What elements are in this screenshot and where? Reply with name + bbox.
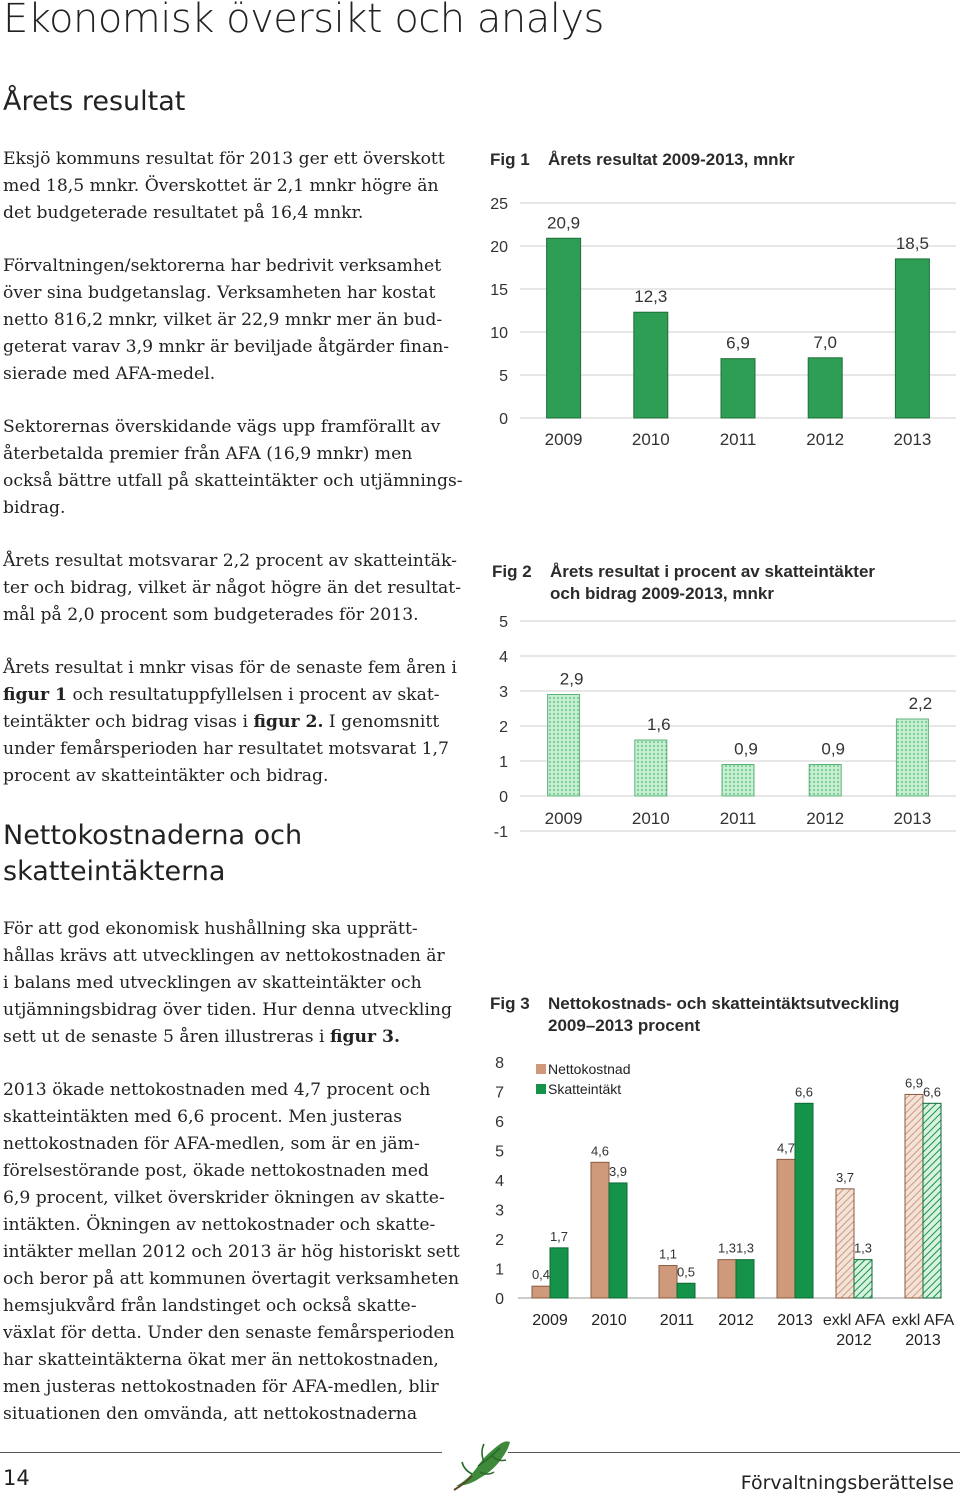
paragraph-1	[3, 146, 465, 227]
y-tick-label: 0	[499, 789, 508, 806]
y-tick-label: 5	[499, 614, 508, 631]
fig1-number: Fig 1	[490, 150, 530, 169]
text-span: I genomsnitt	[323, 712, 440, 732]
legend-swatch	[536, 1064, 546, 1074]
bar-skatteintakt	[854, 1260, 872, 1298]
x-tick-label: 2010	[591, 1312, 627, 1329]
bar-nettokostnad	[659, 1266, 677, 1298]
data-label: 7,0	[813, 332, 838, 352]
text-line: och beror på att kommunen övertagit verksamheten	[3, 1269, 460, 1289]
data-label: 2,9	[559, 669, 584, 689]
y-tick-label: 3	[495, 1202, 504, 1220]
text-line: ter och bidrag, vilket är något högre än det resultat-	[3, 578, 462, 598]
section-label: Förvaltningsberättelse	[740, 1472, 954, 1494]
data-label: 3,9	[608, 1163, 628, 1179]
data-label: 1,6	[646, 715, 671, 734]
bar	[896, 719, 928, 796]
data-label: 6,6	[922, 1084, 942, 1100]
x-tick-label: 2009	[544, 430, 583, 449]
bar-skatteintakt	[677, 1283, 695, 1298]
paragraph-5	[3, 655, 465, 790]
data-label: 0,9	[821, 739, 846, 759]
y-tick-label: 0	[495, 1291, 504, 1308]
bar	[547, 238, 581, 418]
text-line: skatteintäkten med 6,6 procent. Men justeras	[3, 1107, 403, 1127]
y-tick-label: 2	[495, 1232, 504, 1249]
heading-line: Nettokostnaderna och	[3, 820, 303, 851]
data-label: 0,4	[531, 1267, 551, 1283]
text-line: i balans med utvecklingen av skatteintäkter och	[3, 973, 422, 993]
fig3-title-line: Nettokostnads- och skatteintäktsutveckling	[548, 994, 900, 1013]
text-line: också bättre utfall på skatteintäkter och utjämnings-	[3, 471, 463, 491]
paragraph-6	[3, 916, 465, 1051]
fig2-bar-chart	[480, 608, 960, 848]
text-line: växlat för detta. Under den senaste femårsperioden	[3, 1323, 455, 1343]
text-span: sett ut de senaste 5 åren illustreras i	[3, 1027, 330, 1047]
text-line: sierade med AFA-medel.	[3, 364, 216, 384]
text-line	[3, 709, 465, 736]
text-line: hållas krävs att utvecklingen av nettokostnaden är	[3, 946, 445, 966]
fig2-title-line: och bidrag 2009-2013, mnkr	[550, 584, 774, 603]
text-line: utjämningsbidrag över tiden. Hur denna utveckling	[3, 1000, 452, 1020]
x-tick-label: 2011	[719, 809, 757, 828]
bar	[809, 765, 841, 797]
y-tick-label: -1	[493, 824, 508, 841]
data-label: 3,7	[835, 1169, 855, 1185]
x-tick-label: 2012	[806, 430, 845, 449]
legend-label: Nettokostnad	[548, 1061, 631, 1077]
paragraph-7	[3, 1077, 465, 1428]
text-line	[3, 1024, 465, 1051]
data-label: 6,6	[794, 1084, 814, 1100]
figure-reference[interactable]: figur 3.	[329, 1027, 400, 1047]
data-label: 0,9	[734, 739, 758, 759]
text-line: Årets resultat i mnkr visas för de senaste fem åren i	[3, 658, 457, 678]
bar-nettokostnad	[591, 1162, 609, 1298]
bar-skatteintakt	[923, 1103, 941, 1298]
bar-nettokostnad	[532, 1286, 550, 1298]
bar	[722, 765, 754, 797]
x-tick-label: 2013	[905, 1332, 941, 1349]
data-label: 4,7	[776, 1140, 796, 1156]
data-label: 1,1	[658, 1246, 678, 1262]
figure-reference[interactable]: figur 2.	[253, 712, 324, 732]
data-label: 0,5	[676, 1264, 696, 1280]
fig1-bar-chart	[480, 190, 960, 460]
fig1-title-text: Årets resultat 2009-2013, mnkr	[548, 150, 795, 169]
x-tick-label: exkl AFA	[822, 1312, 886, 1329]
text-line: men justeras nettokostnaden för AFA-medlen, blir	[3, 1377, 439, 1397]
y-tick-label: 7	[495, 1084, 504, 1102]
footer-rule-left	[0, 1452, 442, 1453]
text-line: Förvaltningen/sektorerna har bedrivit verksamhet	[3, 256, 442, 276]
text-line: med 18,5 mnkr. Överskottet är 2,1 mnkr högre än	[3, 176, 439, 196]
bar-nettokostnad	[905, 1094, 923, 1298]
text-span: teintäkter och bidrag visas i	[3, 712, 254, 732]
text-line: bidrag.	[3, 498, 66, 518]
y-tick-label: 10	[490, 325, 508, 342]
text-line: Sektorernas överskidande vägs upp framförallt av	[3, 417, 441, 437]
x-tick-label: 2010	[631, 430, 670, 449]
bar	[635, 740, 667, 796]
data-label: 1,3	[717, 1240, 737, 1256]
figure-reference[interactable]: figur 1	[3, 685, 68, 705]
data-label: 1,3	[735, 1240, 755, 1256]
bar-skatteintakt	[736, 1260, 754, 1298]
bar-nettokostnad	[718, 1260, 736, 1298]
bar-nettokostnad	[836, 1189, 854, 1298]
y-tick-label: 3	[499, 684, 508, 701]
page-number: 14	[3, 1466, 30, 1490]
data-label: 12,3	[634, 287, 668, 307]
x-tick-label: 2013	[777, 1312, 813, 1329]
text-line: under femårsperioden har resultatet motsvarat 1,7	[3, 739, 449, 759]
section-heading-arets-resultat: Årets resultat	[3, 86, 186, 117]
bar-skatteintakt	[795, 1103, 813, 1298]
data-label: 20,9	[547, 213, 581, 233]
y-tick-label: 5	[495, 1143, 504, 1161]
bar	[721, 359, 755, 418]
fig2-number: Fig 2	[492, 562, 532, 581]
y-tick-label: 1	[499, 754, 508, 771]
paragraph-2	[3, 253, 465, 388]
text-line: Eksjö kommuns resultat för 2013 ger ett överskott	[3, 149, 445, 169]
data-label: 1,7	[549, 1228, 569, 1244]
x-tick-label: 2012	[718, 1312, 754, 1329]
section-heading-nettokostnader	[3, 818, 302, 890]
text-line: nettokostnaden för AFA-medlen, som är en jäm-	[3, 1134, 420, 1154]
x-tick-label: 2013	[893, 430, 932, 449]
bar	[895, 259, 929, 418]
text-line: intäkter mellan 2012 och 2013 är hög historiskt sett	[3, 1242, 460, 1262]
text-line: hemsjukvård från landstinget och också skatte-	[3, 1296, 417, 1316]
fig2-title-line: Årets resultat i procent av skatteintäkter	[550, 562, 876, 581]
text-line: geterat varav 3,9 mnkr är beviljade åtgärder finan-	[3, 337, 450, 357]
fig3-title	[490, 993, 956, 1039]
y-tick-label: 15	[490, 282, 508, 299]
text-line: förelsestörande post, ökade nettokostnaden med	[3, 1161, 429, 1181]
x-tick-label: 2013	[893, 809, 932, 828]
x-tick-label: 2009	[532, 1312, 568, 1329]
text-line: netto 816,2 mnkr, vilket är 22,9 mnkr mer än bud-	[3, 310, 443, 330]
text-line: återbetalda premier från AFA (16,9 mnkr) men	[3, 444, 413, 464]
y-tick-label: 20	[490, 239, 508, 256]
x-tick-label: 2010	[631, 809, 670, 828]
fig3-number: Fig 3	[490, 994, 530, 1013]
y-tick-label: 25	[490, 196, 508, 213]
y-tick-label: 2	[499, 719, 508, 736]
bar-skatteintakt	[609, 1183, 627, 1298]
x-tick-label: 2011	[719, 430, 757, 449]
y-tick-label: 1	[495, 1261, 504, 1279]
heading-line: skatteintäkterna	[3, 856, 226, 887]
x-tick-label: 2009	[544, 809, 583, 828]
bar	[634, 312, 668, 418]
text-line: 6,9 procent, vilket överskrider ökningen av skatte-	[3, 1188, 445, 1208]
fig3-bar-chart	[480, 1050, 960, 1352]
legend-label: Skatteintäkt	[548, 1081, 622, 1097]
y-tick-label: 6	[495, 1114, 504, 1131]
data-label: 6,9	[904, 1075, 924, 1091]
x-tick-label: 2011	[659, 1312, 695, 1329]
text-line	[3, 682, 465, 709]
text-line: procent av skatteintäkter och bidrag.	[3, 766, 329, 786]
text-line: 2013 ökade nettokostnaden med 4,7 procent och	[3, 1080, 431, 1100]
paragraph-4	[3, 548, 465, 629]
text-line: över sina budgetanslag. Verksamheten har kostat	[3, 283, 436, 303]
text-line: situationen den omvända, att nettokostnaderna	[3, 1404, 418, 1424]
bar	[808, 358, 842, 418]
text-line: det budgeterade resultatet på 16,4 mnkr.	[3, 203, 364, 223]
fig2-title	[492, 561, 952, 607]
bar	[548, 695, 580, 797]
text-line: Årets resultat motsvarar 2,2 procent av skatteintäk-	[3, 551, 457, 571]
data-label: 2,2	[908, 694, 933, 713]
data-label: 4,6	[590, 1143, 610, 1159]
data-label: 6,9	[726, 333, 750, 353]
bar-nettokostnad	[777, 1159, 795, 1298]
text-span: och resultatuppfyllelsen i procent av skat-	[67, 685, 440, 705]
x-tick-label: 2012	[806, 809, 845, 828]
text-line: mål på 2,0 procent som budgeterades för 2013.	[3, 605, 419, 625]
text-line: har skatteintäkterna ökat mer än nettokostnaden,	[3, 1350, 439, 1370]
data-label: 1,3	[853, 1240, 873, 1256]
y-tick-label: 5	[499, 368, 508, 385]
y-tick-label: 4	[499, 649, 508, 666]
footer-rule-right	[508, 1452, 960, 1453]
legend-swatch	[536, 1084, 546, 1094]
x-tick-label: 2012	[836, 1332, 872, 1349]
bar-skatteintakt	[550, 1248, 568, 1298]
fig1-title	[490, 149, 950, 173]
text-line: intäkten. Ökningen av nettokostnader och skatte-	[3, 1215, 436, 1235]
fig3-title-line: 2009–2013 procent	[548, 1016, 701, 1035]
oak-leaf-icon	[450, 1436, 514, 1492]
data-label: 18,5	[895, 233, 929, 253]
y-tick-label: 0	[499, 411, 508, 428]
y-tick-label: 8	[495, 1055, 504, 1072]
text-line: För att god ekonomisk hushållning ska upprätt-	[3, 919, 418, 939]
y-tick-label: 4	[495, 1173, 504, 1190]
page-title: Ekonomisk översikt och analys	[3, 0, 604, 42]
x-tick-label: exkl AFA	[891, 1312, 955, 1329]
paragraph-3	[3, 414, 465, 522]
